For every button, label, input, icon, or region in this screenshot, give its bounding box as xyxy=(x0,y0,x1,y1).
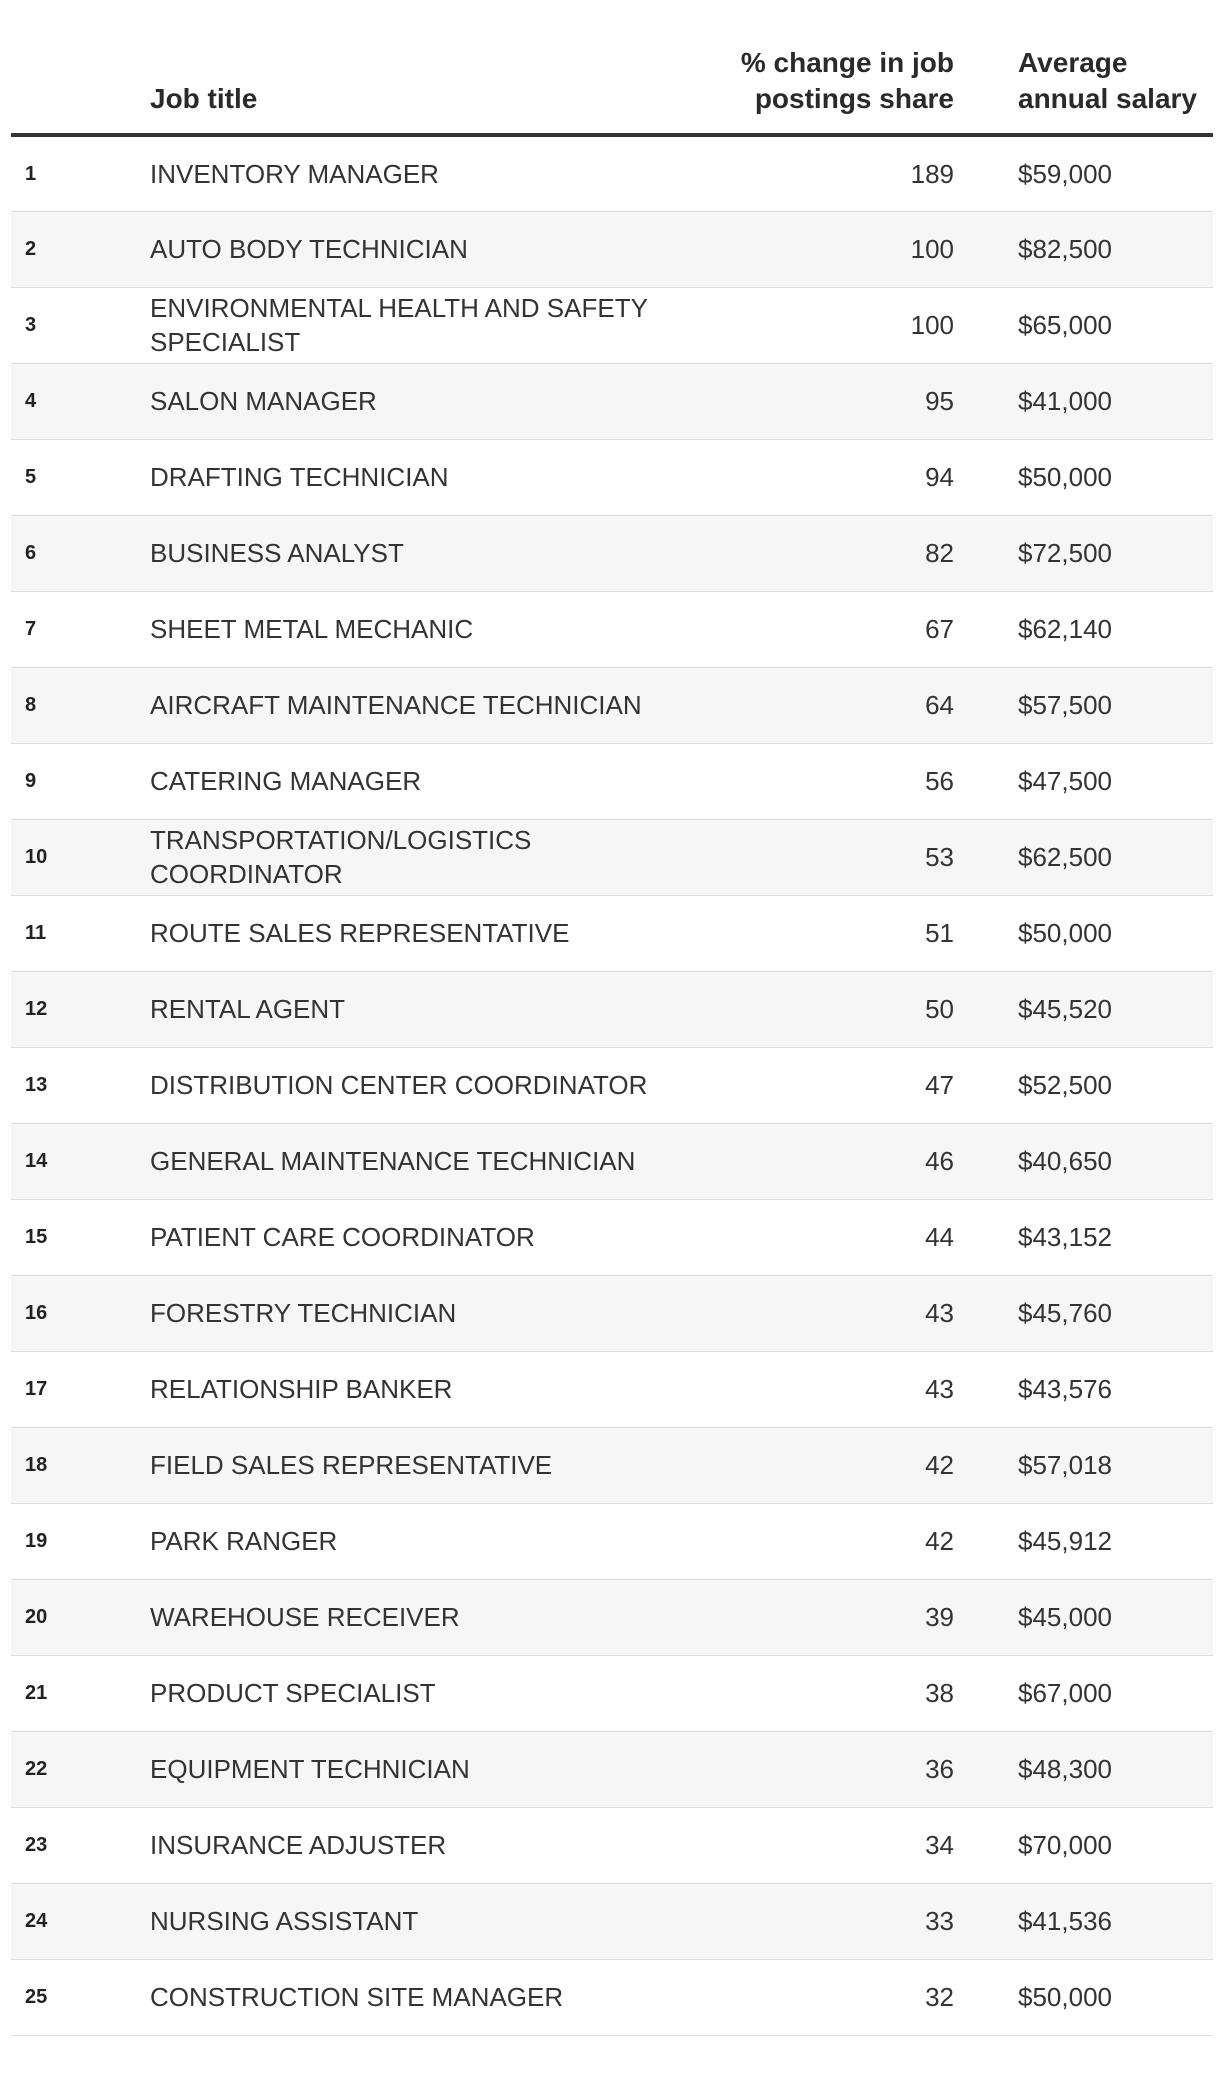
row-percent-change: 50 xyxy=(925,994,954,1024)
column-header-percent-change xyxy=(700,0,959,135)
row-average-salary: $62,500 xyxy=(1018,842,1112,872)
row-percent-change: 64 xyxy=(925,690,954,720)
row-percent-change: 42 xyxy=(925,1450,954,1480)
table-row xyxy=(11,211,1213,287)
row-job-title: EQUIPMENT TECHNICIAN xyxy=(150,1754,470,1784)
row-job-title: BUSINESS ANALYST xyxy=(150,538,404,568)
row-rank: 22 xyxy=(25,1758,48,1780)
table-row xyxy=(11,1655,1213,1731)
row-job-title: TRANSPORTATION/LOGISTICS COORDINATOR xyxy=(150,825,532,889)
row-rank: 7 xyxy=(25,618,37,640)
row-percent-change: 38 xyxy=(925,1678,954,1708)
table-row xyxy=(11,1351,1213,1427)
row-average-salary: $45,760 xyxy=(1018,1298,1112,1328)
row-job-title: DRAFTING TECHNICIAN xyxy=(150,462,449,492)
row-percent-change: 51 xyxy=(925,918,954,948)
row-job-title: DISTRIBUTION CENTER COORDINATOR xyxy=(150,1070,648,1100)
row-job-title: PRODUCT SPECIALIST xyxy=(150,1678,436,1708)
row-job-title: FORESTRY TECHNICIAN xyxy=(150,1298,457,1328)
row-average-salary: $48,300 xyxy=(1018,1754,1112,1784)
row-rank: 21 xyxy=(25,1682,48,1704)
table-row xyxy=(11,287,1213,363)
row-average-salary: $50,000 xyxy=(1018,1982,1112,2012)
row-average-salary: $65,000 xyxy=(1018,310,1112,340)
row-rank: 1 xyxy=(25,162,37,185)
row-rank: 13 xyxy=(25,1074,48,1096)
row-average-salary: $40,650 xyxy=(1018,1146,1112,1176)
row-job-title: INVENTORY MANAGER xyxy=(150,158,439,189)
row-rank: 3 xyxy=(25,314,37,336)
row-rank: 19 xyxy=(25,1530,48,1552)
table-row xyxy=(11,971,1213,1047)
row-percent-change: 82 xyxy=(925,538,954,568)
row-percent-change: 189 xyxy=(910,158,954,189)
row-percent-change: 36 xyxy=(925,1754,954,1784)
row-average-salary: $67,000 xyxy=(1018,1678,1112,1708)
row-job-title: CATERING MANAGER xyxy=(150,766,422,796)
row-percent-change: 46 xyxy=(925,1146,954,1176)
row-rank: 16 xyxy=(25,1302,48,1324)
column-header-rank xyxy=(11,0,150,135)
row-percent-change: 100 xyxy=(910,310,954,340)
column-header-percent-change-line2: postings share xyxy=(754,83,954,114)
row-rank: 20 xyxy=(25,1606,48,1628)
table-row xyxy=(11,743,1213,819)
row-rank: 25 xyxy=(25,1986,48,2008)
table-row xyxy=(11,1427,1213,1503)
row-job-title: PATIENT CARE COORDINATOR xyxy=(150,1222,535,1252)
job-postings-table-container xyxy=(11,0,1213,2036)
table-row xyxy=(11,1731,1213,1807)
row-job-title: SALON MANAGER xyxy=(150,386,377,416)
row-rank: 23 xyxy=(25,1834,48,1856)
row-rank: 10 xyxy=(25,846,48,868)
table-row xyxy=(11,439,1213,515)
row-job-title: PARK RANGER xyxy=(150,1526,338,1556)
table-row xyxy=(11,1199,1213,1275)
table-body xyxy=(11,135,1213,2035)
table-row xyxy=(11,667,1213,743)
row-percent-change: 53 xyxy=(925,842,954,872)
row-rank: 18 xyxy=(25,1454,48,1476)
table-row xyxy=(11,1047,1213,1123)
row-percent-change: 33 xyxy=(925,1906,954,1936)
row-average-salary: $41,536 xyxy=(1018,1906,1112,1936)
column-header-average-salary xyxy=(959,0,1213,135)
row-job-title: FIELD SALES REPRESENTATIVE xyxy=(150,1450,553,1480)
row-average-salary: $70,000 xyxy=(1018,1830,1112,1860)
row-rank: 14 xyxy=(25,1150,48,1172)
table-row xyxy=(11,515,1213,591)
row-job-title: INSURANCE ADJUSTER xyxy=(150,1830,447,1860)
row-percent-change: 47 xyxy=(925,1070,954,1100)
column-header-average-salary-line2: annual salary xyxy=(1018,83,1197,114)
row-job-title: AUTO BODY TECHNICIAN xyxy=(150,234,468,264)
row-rank: 4 xyxy=(25,390,37,412)
table-row xyxy=(11,1959,1213,2035)
row-job-title: AIRCRAFT MAINTENANCE TECHNICIAN xyxy=(150,690,642,720)
row-percent-change: 44 xyxy=(925,1222,954,1252)
row-job-title: SHEET METAL MECHANIC xyxy=(150,614,474,644)
row-average-salary: $45,520 xyxy=(1018,994,1112,1024)
row-rank: 5 xyxy=(25,466,37,488)
column-header-average-salary-line1: Average xyxy=(1018,47,1128,78)
row-rank: 9 xyxy=(25,770,37,792)
row-percent-change: 67 xyxy=(925,614,954,644)
row-percent-change: 42 xyxy=(925,1526,954,1556)
row-job-title: ROUTE SALES REPRESENTATIVE xyxy=(150,918,570,948)
row-average-salary: $57,018 xyxy=(1018,1450,1112,1480)
row-rank: 15 xyxy=(25,1226,48,1248)
row-percent-change: 43 xyxy=(925,1374,954,1404)
header-row xyxy=(11,0,1213,135)
table-row xyxy=(11,1883,1213,1959)
row-rank: 8 xyxy=(25,694,37,716)
row-percent-change: 43 xyxy=(925,1298,954,1328)
row-rank: 24 xyxy=(25,1910,48,1932)
job-postings-table xyxy=(11,0,1213,2036)
row-job-title: NURSING ASSISTANT xyxy=(150,1906,419,1936)
row-average-salary: $82,500 xyxy=(1018,234,1112,264)
row-percent-change: 56 xyxy=(925,766,954,796)
row-percent-change: 39 xyxy=(925,1602,954,1632)
row-percent-change: 32 xyxy=(925,1982,954,2012)
row-average-salary: $57,500 xyxy=(1018,690,1112,720)
row-average-salary: $50,000 xyxy=(1018,462,1112,492)
row-percent-change: 100 xyxy=(910,234,954,264)
row-average-salary: $43,576 xyxy=(1018,1374,1112,1404)
column-header-job-title: Job title xyxy=(150,0,700,135)
row-average-salary: $45,912 xyxy=(1018,1526,1112,1556)
row-average-salary: $59,000 xyxy=(1018,158,1112,189)
table-row xyxy=(11,1275,1213,1351)
table-row xyxy=(11,819,1213,895)
row-job-title: GENERAL MAINTENANCE TECHNICIAN xyxy=(150,1146,636,1176)
row-rank: 12 xyxy=(25,998,48,1020)
row-average-salary: $41,000 xyxy=(1018,386,1112,416)
row-average-salary: $47,500 xyxy=(1018,766,1112,796)
row-percent-change: 94 xyxy=(925,462,954,492)
row-job-title: RENTAL AGENT xyxy=(150,994,346,1024)
row-average-salary: $72,500 xyxy=(1018,538,1112,568)
table-row xyxy=(11,1807,1213,1883)
row-average-salary: $43,152 xyxy=(1018,1222,1112,1252)
row-average-salary: $62,140 xyxy=(1018,614,1112,644)
row-average-salary: $45,000 xyxy=(1018,1602,1112,1632)
row-job-title: CONSTRUCTION SITE MANAGER xyxy=(150,1982,564,2012)
column-header-percent-change-line1: % change in job xyxy=(740,47,954,78)
row-average-salary: $50,000 xyxy=(1018,918,1112,948)
row-rank: 11 xyxy=(25,922,47,944)
row-job-title: ENVIRONMENTAL HEALTH AND SAFETY SPECIALIST xyxy=(150,293,648,357)
table-row xyxy=(11,135,1213,211)
table-row xyxy=(11,1579,1213,1655)
table-row xyxy=(11,591,1213,667)
row-percent-change: 95 xyxy=(925,386,954,416)
row-percent-change: 34 xyxy=(925,1830,954,1860)
row-job-title: RELATIONSHIP BANKER xyxy=(150,1374,453,1404)
table-row xyxy=(11,895,1213,971)
table-header xyxy=(11,0,1213,135)
table-row xyxy=(11,1123,1213,1199)
row-job-title: WAREHOUSE RECEIVER xyxy=(150,1602,460,1632)
row-average-salary: $52,500 xyxy=(1018,1070,1112,1100)
table-row xyxy=(11,1503,1213,1579)
table-row xyxy=(11,363,1213,439)
row-rank: 17 xyxy=(25,1378,48,1400)
row-rank: 2 xyxy=(25,238,37,260)
row-rank: 6 xyxy=(25,542,37,564)
